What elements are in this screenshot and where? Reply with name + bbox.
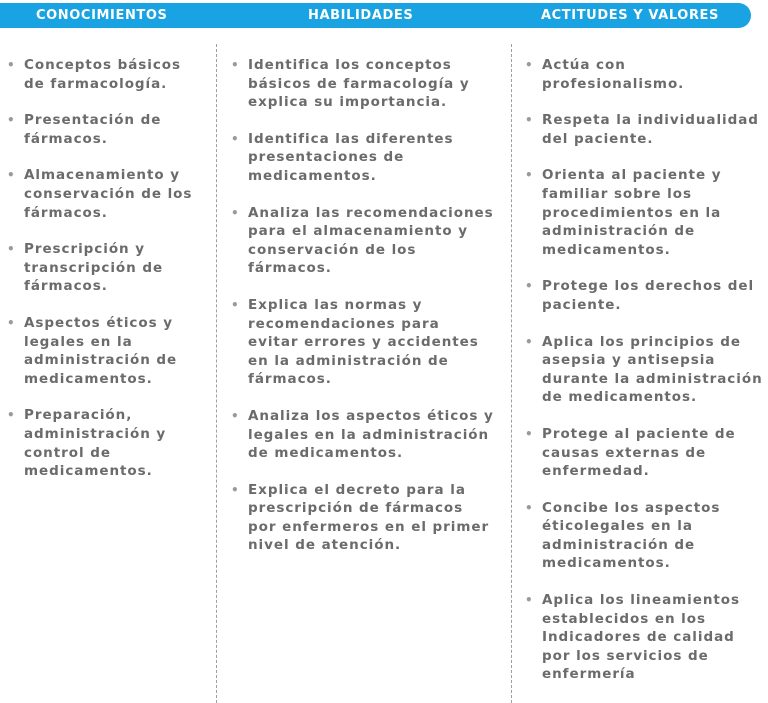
list-item-line: Orienta al paciente y [542,167,722,184]
list-item-line: de farmacología. [24,75,168,92]
bullet-icon: • [231,408,240,423]
list-item [7,166,212,222]
list-item [525,591,768,684]
list-item [525,166,768,259]
list-item-line: Analiza las recomendaciones [248,204,494,221]
list-item-line: presentaciones de [248,149,405,166]
list-item [7,406,212,480]
column-header-bar [0,3,751,28]
bullet-icon: • [7,168,16,183]
bullet-icon: • [231,205,240,220]
list-item [231,296,507,389]
list-item-line: evitar errores y accidentes [248,334,479,351]
list-item [525,56,768,93]
bullet-icon: • [7,242,16,257]
list-item-line: medicamentos. [542,555,671,572]
list-item [525,277,768,314]
header-actitudes-valores: ACTITUDES Y VALORES [541,8,719,23]
list-item [525,499,768,573]
list-item-line: por enfermeros en el primer [248,518,490,535]
list-item [231,56,507,112]
list-item-line: Protege los derechos del [542,278,755,295]
list-item-line: legales en la administración [248,426,490,443]
list-item-line: Aspectos éticos y [24,314,173,331]
list-item-line: conservación de los [24,185,193,202]
list-item-line: Explica las normas y [248,296,423,313]
list-item-line: Aplica los principios de [542,333,741,350]
list-item-line: asepsia y antisepsia [542,352,716,369]
list-item [7,314,212,388]
list-item-line: Identifica los conceptos [248,57,452,73]
header-conocimientos: CONOCIMIENTOS [36,8,168,23]
list-item-line: administración de [24,352,178,369]
list-item-line: medicamentos. [542,241,671,258]
list-item-line: prescripción de fármacos [248,500,464,517]
list-item-line: paciente. [542,296,622,313]
list-item-line: administración de [542,536,696,553]
list-item-line: de medicamentos. [542,389,698,406]
list-item-line: administración de [542,223,696,240]
bullet-icon: • [231,131,240,146]
list-item-line: Conceptos básicos [24,57,181,73]
list-item [525,111,768,148]
list-item [7,111,212,148]
bullet-icon: • [7,113,16,128]
list-item-line: medicamentos. [248,167,377,184]
list-item-line: Presentación de [24,112,162,129]
habilidades-list [231,56,507,573]
list-item-line: Concibe los aspectos [542,499,721,516]
bullet-icon: • [231,58,240,72]
list-item [231,481,507,555]
list-item-line: Prescripción y [24,241,146,258]
bullet-icon: • [7,58,16,72]
list-item-line: Almacenamiento y [24,167,181,184]
list-item-line: Preparación, [24,407,133,424]
list-item-line: fármacos. [24,130,108,147]
list-item-line: nivel de atención. [248,537,402,554]
column-divider-1 [216,44,217,703]
bullet-icon: • [231,297,240,312]
bullet-icon: • [525,58,534,72]
list-item-line: durante la administración [542,370,763,387]
list-item-line: fármacos. [248,260,332,277]
list-item-line: de medicamentos. [248,445,404,462]
bullet-icon: • [525,593,534,608]
bullet-icon: • [7,408,16,423]
list-item-line: Actúa con [542,57,626,73]
list-item [231,130,507,186]
list-item [231,204,507,278]
list-item-line: medicamentos. [24,370,153,387]
list-item-line: procedimientos en la [542,204,722,221]
list-item-line: medicamentos. [24,463,153,480]
list-item-line: en la administración de [248,352,449,369]
list-item-line: fármacos. [24,278,108,295]
list-item-line: profesionalismo. [542,75,685,92]
list-item-line: para el almacenamiento y [248,223,469,240]
list-item-line: familiar sobre los [542,185,692,202]
list-item-line: explica su importancia. [248,94,448,111]
list-item-line: Identifica las diferentes [248,130,454,147]
list-item [7,240,212,296]
list-item-line: legales en la [24,333,133,350]
list-item-line: control de [24,444,111,461]
list-item-line: Protege al paciente de [542,425,736,442]
list-item-line: Analiza los aspectos éticos y [248,407,494,424]
bullet-icon: • [525,334,534,349]
conocimientos-list [7,56,212,499]
list-item-line: transcripción de [24,259,164,276]
list-item-line: establecidos en los [542,610,706,627]
list-item-line: Aplica los lineamientos [542,592,741,609]
bullet-icon: • [525,279,534,294]
list-item-line: éticolegales en la [542,518,693,535]
list-item-line: básicos de farmacología y [248,75,470,92]
list-item-line: conservación de los [248,241,417,258]
list-item-line: Indicadores de calidad [542,629,735,646]
list-item-line: enfermería [542,666,636,683]
bullet-icon: • [525,500,534,515]
list-item-line: del paciente. [542,130,654,147]
list-item-line: causas externas de [542,444,707,461]
header-habilidades: HABILIDADES [308,8,414,23]
list-item-line: fármacos. [24,204,108,221]
list-item [7,56,212,93]
bullet-icon: • [231,482,240,497]
list-item-line: Respeta la individualidad [542,112,759,129]
list-item-line: por los servicios de [542,647,709,664]
bullet-icon: • [525,426,534,441]
list-item-line: enfermedad. [542,463,650,480]
column-divider-2 [511,44,512,703]
bullet-icon: • [525,168,534,183]
list-item-line: fármacos. [248,371,332,388]
actitudes-valores-list [525,56,768,702]
list-item [231,407,507,463]
list-item-line: recomendaciones para [248,315,440,332]
list-item [525,425,768,481]
bullet-icon: • [7,315,16,330]
bullet-icon: • [525,113,534,128]
list-item-line: administración y [24,425,167,442]
list-item-line: Explica el decreto para la [248,481,466,498]
list-item [525,333,768,407]
